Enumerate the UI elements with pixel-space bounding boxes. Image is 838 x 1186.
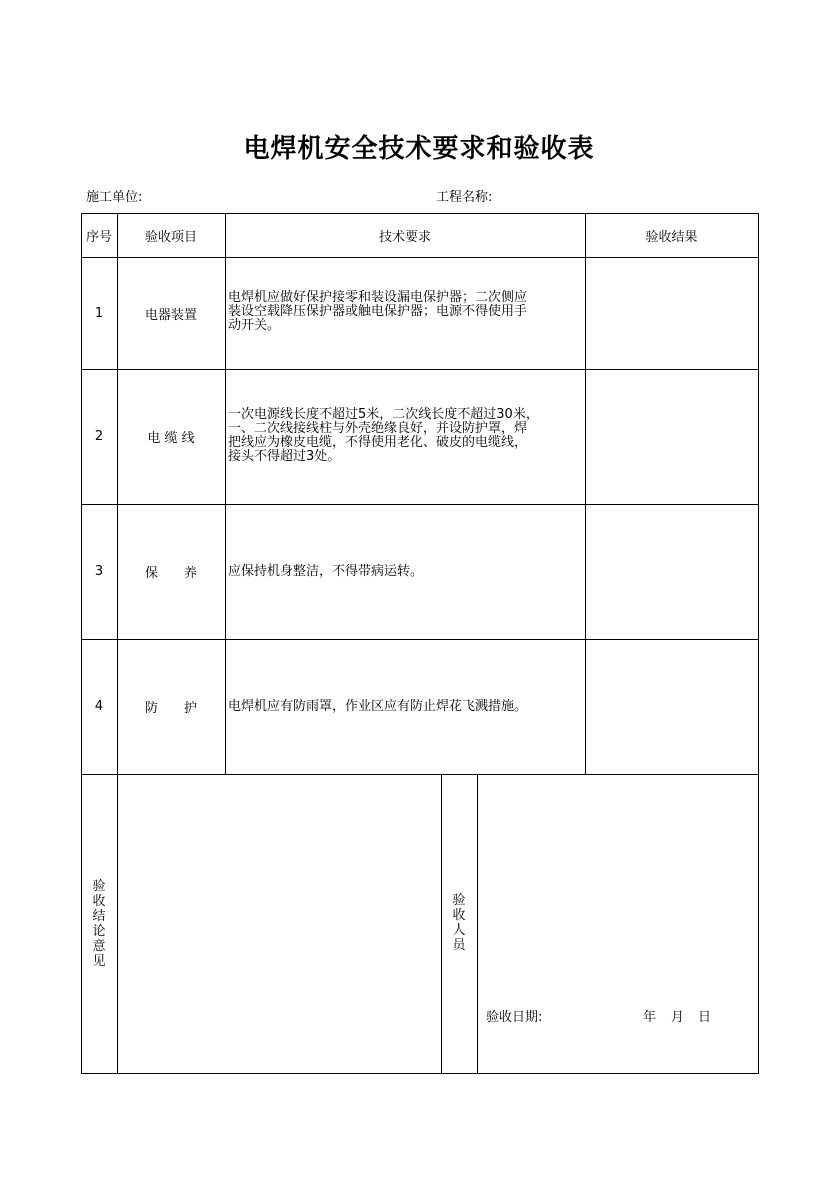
text-line: 把线应为橡皮电缆，不得使用老化、破皮的电缆线， <box>228 435 528 450</box>
text-line: 应保持机身整洁，不得带病运转。 <box>228 564 424 579</box>
row-2-result[interactable] <box>586 370 758 504</box>
date-day: 日 <box>698 1010 712 1025</box>
row-3-requirement <box>228 565 584 579</box>
inspector-label: 验收人员 <box>452 893 466 953</box>
date-label: 验收日期: <box>486 1010 543 1025</box>
header-requirement: 技术要求 <box>378 229 431 245</box>
date-month: 月 <box>671 1010 685 1025</box>
row-4-result[interactable] <box>586 640 758 774</box>
row-4-no: 4 <box>94 699 104 714</box>
row-4-requirement <box>228 700 584 714</box>
row-3-no: 3 <box>94 564 104 579</box>
header-item: 验收项目 <box>144 229 197 245</box>
project-name-label: 工程名称: <box>436 190 493 205</box>
text-line: 动开关。 <box>228 318 281 333</box>
row-2-no: 2 <box>94 429 104 444</box>
text-line: 一次电源线长度不超过5米，二次线长度不超过30米， <box>228 407 539 422</box>
row-2-requirement <box>228 408 584 464</box>
date-year: 年 <box>643 1010 657 1025</box>
text-line: 装设空载降压保护器或触电保护器；电源不得使用手 <box>228 304 528 319</box>
text-line: 电焊机应有防雨罩，作业区应有防止焊花飞溅措施。 <box>228 699 528 714</box>
row-1-item: 电器装置 <box>144 307 197 323</box>
row-1-no: 1 <box>94 305 104 321</box>
conclusion-label: 验收结论意见 <box>92 879 106 969</box>
row-4-item: 防 护 <box>144 701 197 716</box>
header-no: 序号 <box>85 229 112 245</box>
conclusion-field[interactable] <box>118 775 441 1073</box>
text-line: 接头不得超过3处。 <box>228 449 341 464</box>
text-line: 电焊机应做好保护接零和装设漏电保护器；二次侧应 <box>228 290 528 305</box>
row-2-item: 电 缆 线 <box>147 431 195 446</box>
row-3-result[interactable] <box>586 505 758 639</box>
text-line: 一、二次线接线柱与外壳绝缘良好，并设防护罩，焊 <box>228 421 528 436</box>
inspector-field[interactable] <box>478 775 758 1073</box>
header-result: 验收结果 <box>645 229 698 245</box>
construction-unit-label: 施工单位: <box>86 190 143 205</box>
row-3-item: 保 养 <box>144 566 197 581</box>
page-title: 电焊机安全技术要求和验收表 <box>243 134 595 164</box>
row-1-result[interactable] <box>586 258 758 369</box>
row-1-requirement <box>228 291 584 333</box>
